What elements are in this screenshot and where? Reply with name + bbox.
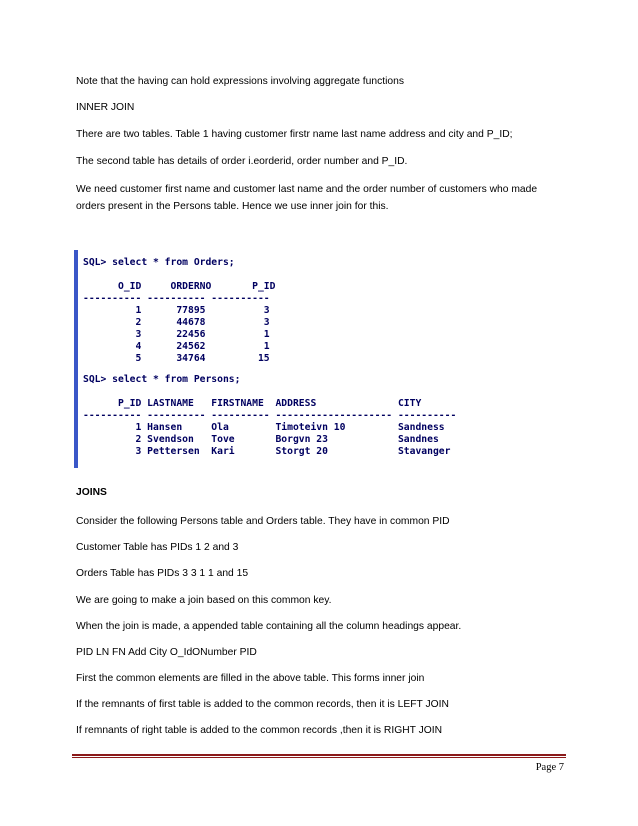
footer-rule-thin: [72, 757, 566, 758]
paragraph-column-headings: PID LN FN Add City O_IdONumber PID: [76, 647, 257, 658]
sql-screenshot: [74, 250, 494, 468]
sql-line: 3 22456 1: [83, 329, 270, 340]
paragraph-customer-pids: Customer Table has PIDs 1 2 and 3: [76, 542, 239, 553]
sql-line: 2 Svendson Tove Borgvn 23 Sandnes: [83, 434, 439, 445]
sql-line: P_ID LASTNAME FIRSTNAME ADDRESS CITY: [83, 398, 422, 409]
paragraph-orders-pids: Orders Table has PIDs 3 3 1 1 and 15: [76, 568, 249, 579]
paragraph-two-tables: There are two tables. Table 1 having customer firstr name last name address and city and P_ID;: [76, 129, 513, 140]
sql-line: 3 Pettersen Kari Storgt 20 Stavanger: [83, 446, 451, 457]
paragraph-inner-join-purpose: We need customer first name and customer last name and the order number of customers who made orders present in the Persons table. Hence we use inner join for this.: [76, 184, 538, 212]
sql-line: 2 44678 3: [83, 317, 270, 328]
paragraph-common-key: We are going to make a join based on this common key.: [76, 595, 332, 606]
heading-joins: JOINS: [76, 487, 107, 498]
sql-line: O_ID ORDERNO P_ID: [83, 281, 276, 292]
sql-line: 1 Hansen Ola Timoteivn 10 Sandness: [83, 422, 445, 433]
paragraph-left-join-def: If the remnants of first table is added to the common records, then it is LEFT JOIN: [76, 699, 449, 710]
paragraph-having-note: Note that the having can hold expressions involving aggregate functions: [76, 76, 404, 87]
heading-inner-join: INNER JOIN: [76, 102, 135, 113]
sql-line: 5 34764 15: [83, 353, 270, 364]
sql-line: ---------- ---------- ----------: [83, 293, 270, 304]
paragraph-appended-table: When the join is made, a appended table containing all the column headings appear.: [76, 621, 462, 632]
sql-line: SQL> select * from Persons;: [83, 374, 241, 385]
sql-console-output: [79, 250, 494, 468]
sql-screenshot-side-bar: [74, 250, 78, 468]
sql-line: 4 24562 1: [83, 341, 270, 352]
paragraph-consider-tables: Consider the following Persons table and Orders table. They have in common PID: [76, 516, 450, 527]
sql-line: 1 77895 3: [83, 305, 270, 316]
sql-line: SQL> select * from Orders;: [83, 257, 235, 268]
paragraph-second-table: The second table has details of order i.eorderid, order number and P_ID.: [76, 156, 408, 167]
sql-line: ---------- ---------- ---------- -------------------- ----------: [83, 410, 457, 421]
paragraph-right-join-def: If remnants of right table is added to the common records ,then it is RIGHT JOIN: [76, 725, 443, 736]
paragraph-inner-join-def: First the common elements are filled in the above table. This forms inner join: [76, 673, 425, 684]
footer-rule: [72, 754, 566, 756]
page-number: Page 7: [535, 762, 564, 773]
